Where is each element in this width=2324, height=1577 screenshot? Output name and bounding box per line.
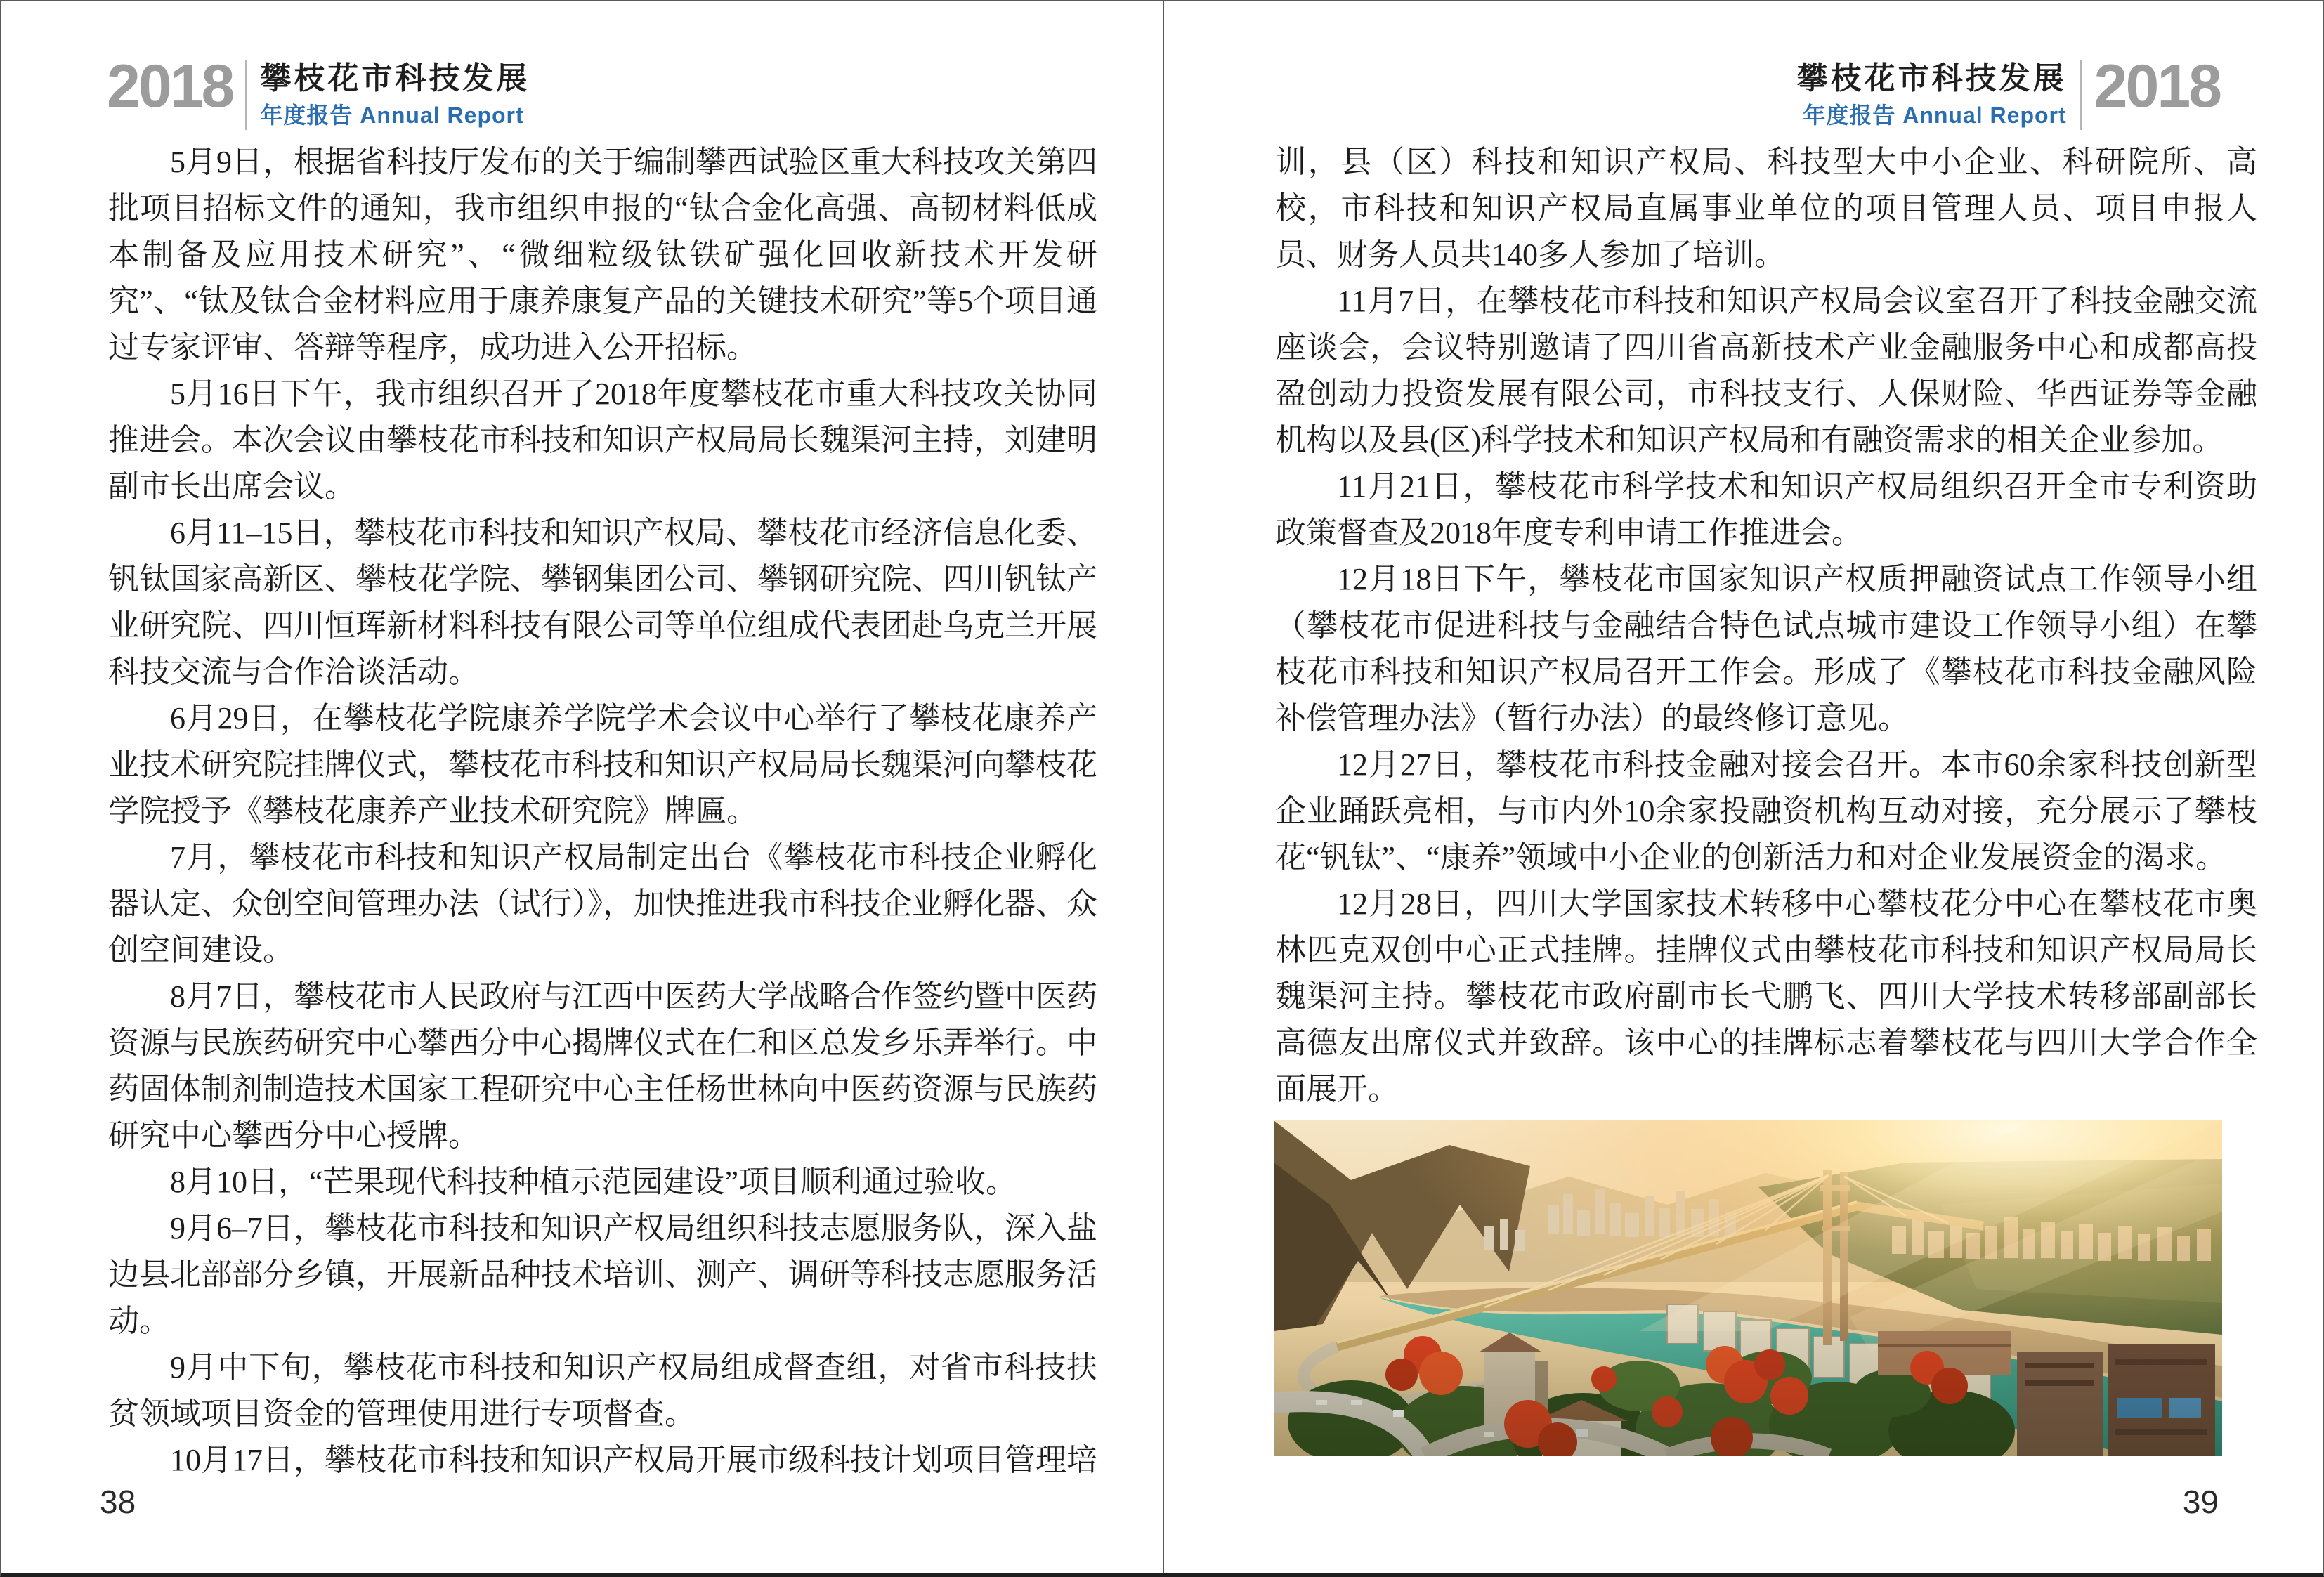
page-38-body — [108, 139, 1097, 1484]
header-title-cn: 攀枝花市科技发展 — [1796, 61, 2067, 96]
paragraph: 7月，攀枝花市科技和知识产权局制定出台《攀枝花市科技企业孵化器认定、众创空间管理办法（试行）》，加快推进我市科技企业孵化器、众创空间建设。 — [108, 840, 1097, 967]
header-subtitle: 年度报告 Annual Report — [1803, 103, 2067, 129]
page-number-right: 39 — [2182, 1484, 2219, 1520]
header-divider — [245, 60, 247, 130]
city-photo — [1274, 1120, 2222, 1456]
page-39-body — [1275, 139, 2257, 1113]
header-title-cn: 攀枝花市科技发展 — [260, 61, 530, 96]
paragraph: 8月10日，“芒果现代科技种植示范园建设”项目顺利通过验收。 — [170, 1165, 1017, 1199]
page-gutter-divider — [1163, 1, 1164, 1573]
paragraph: 10月17日，攀枝花市科技和知识产权局开展市级科技计划项目管理培 — [170, 1443, 1097, 1477]
page-header — [1796, 53, 2220, 130]
header-subtitle: 年度报告 Annual Report — [260, 103, 524, 129]
paragraph: 12月27日，攀枝花市科技金融对接会召开。本市60余家科技创新型企业踊跃亮相，与市内外10余家投融资机构互动对接，充分展示了攀枝花“钒钛”、“康养”领域中小企业的创新活力和对企业发展资金的渴求。 — [1275, 747, 2257, 875]
page-number-left: 38 — [100, 1484, 136, 1520]
paragraph: 9月6–7日，攀枝花市科技和知识产权局组织科技志愿服务队，深入盐边县北部部分乡镇，开展新品种技术培训、测产、调研等科技志愿服务活动。 — [108, 1211, 1097, 1338]
city-photo-illustration — [1274, 1120, 2222, 1456]
header-divider — [2080, 60, 2082, 130]
paragraph: 8月7日，攀枝花市人民政府与江西中医药大学战略合作签约暨中医药资源与民族药研究中心攀西分中心揭牌仪式在仁和区总发乡乐弄举行。中药固体制剂制造技术国家工程研究中心主任杨世林向中医药资源与民族药研究中心攀西分中心授牌。 — [108, 979, 1097, 1153]
page-header — [107, 53, 530, 130]
paragraph: 11月21日，攀枝花市科学技术和知识产权局组织召开全市专利资助政策督查及2018年度专利申请工作推进会。 — [1275, 469, 2257, 550]
page-38 — [3, 1, 1163, 1573]
paragraph: 12月18日下午，攀枝花市国家知识产权质押融资试点工作领导小组（攀枝花市促进科技与金融结合特色试点城市建设工作领导小组）在攀枝花市科技和知识产权局召开工作会。形成了《攀枝花市科技金融风险补偿管理办法》（暂行办法）的最终修订意见。 — [1275, 562, 2257, 735]
page-39 — [1164, 1, 2324, 1573]
paragraph: 9月中下旬，攀枝花市科技和知识产权局组成督查组，对省市科技扶贫领域项目资金的管理使用进行专项督查。 — [108, 1350, 1097, 1431]
paragraph: 6月29日，在攀枝花学院康养学院学术会议中心举行了攀枝花康养产业技术研究院挂牌仪式，攀枝花市科技和知识产权局局长魏渠河向攀枝花学院授予《攀枝花康养产业技术研究院》牌匾。 — [108, 701, 1097, 828]
paragraph: 5月16日下午，我市组织召开了2018年度攀枝花市重大科技攻关协同推进会。本次会议由攀枝花市科技和知识产权局局长魏渠河主持，刘建明副市长出席会议。 — [108, 377, 1097, 504]
paragraph: 训，县（区）科技和知识产权局、科技型大中小企业、科研院所、高校，市科技和知识产权局直属事业单位的项目管理人员、项目申报人员、财务人员共140多人参加了培训。 — [1275, 145, 2257, 272]
paragraph: 12月28日，四川大学国家技术转移中心攀枝花分中心在攀枝花市奥林匹克双创中心正式挂牌。挂牌仪式由攀枝花市科技和知识产权局局长魏渠河主持。攀枝花市政府副市长弋鹏飞、四川大学技术转移部副部长高德友出席仪式并致辞。该中心的挂牌标志着攀枝花与四川大学合作全面展开。 — [1275, 886, 2257, 1106]
paragraph: 5月9日，根据省科技厅发布的关于编制攀西试验区重大科技攻关第四批项目招标文件的通知，我市组织申报的“钛合金化高强、高韧材料低成本制备及应用技术研究”、“微细粒级钛铁矿强化回收新技术开发研究”、“钛及钛合金材料应用于康养康复产品的关键技术研究”等5个项目通过专家评审、答辩等程序，成功进入公开招标。 — [108, 145, 1097, 365]
header-year: 2018 — [107, 53, 233, 120]
header-titles — [1797, 59, 2067, 130]
header-titles — [260, 59, 530, 130]
paragraph: 6月11–15日，攀枝花市科技和知识产权局、攀枝花市经济信息化委、钒钛国家高新区、攀枝花学院、攀钢集团公司、攀钢研究院、四川钒钛产业研究院、四川恒珲新材料科技有限公司等单位组成代表团赴乌克兰开展科技交流与合作洽谈活动。 — [108, 516, 1097, 689]
header-year: 2018 — [2094, 53, 2220, 120]
paragraph: 11月7日，在攀枝花市科技和知识产权局会议室召开了科技金融交流座谈会，会议特别邀请了四川省高新技术产业金融服务中心和成都高投盈创动力投资发展有限公司，市科技支行、人保财险、华西证券等金融机构以及县(区)科学技术和知识产权局和有融资需求的相关企业参加。 — [1275, 284, 2257, 457]
